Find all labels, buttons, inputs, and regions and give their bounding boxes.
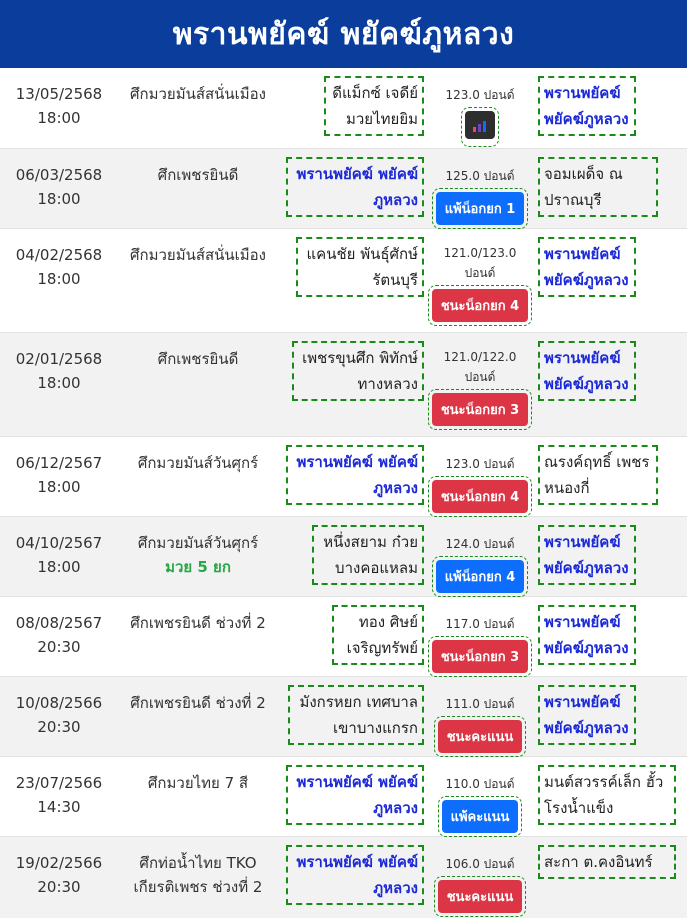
fighter-b[interactable]: จอมเผด็จ ณ ปราณบุรี [538, 157, 658, 217]
page-title: พรานพยัคฆ์ พยัคฆ์ภูหลวง [172, 16, 515, 52]
table-row [0, 333, 687, 437]
fighter-a[interactable]: แคนชัย พันธุ์ศักษ์รัตนบุรี [296, 237, 424, 297]
event-name: ศึกมวยมันส์วันศุกร์ มวย 5 ยก [118, 517, 278, 596]
fighter-b[interactable]: พรานพยัคฆ์ พยัคฆ์ภูหลวง [538, 76, 636, 136]
fighter-b[interactable]: มนต์สวรรค์เล็ก ฮั้วโรงน้ำแข็ง [538, 765, 676, 825]
result-badge: แพ้คะแนน [442, 800, 519, 833]
fighter-a[interactable]: หนึ่งสยาม ก๋วยบางคอแหลม [312, 525, 424, 585]
fight-date: 04/02/2568 18:00 [15, 246, 103, 288]
fight-date: 06/03/2568 18:00 [15, 166, 103, 208]
result-wrapper [432, 556, 529, 597]
weight-class: 124.0 ปอนด์ [445, 537, 515, 551]
table-row [0, 757, 687, 837]
fight-date: 19/02/2566 20:30 [15, 854, 103, 896]
fight-date: 10/08/2566 20:30 [15, 694, 103, 736]
fighter-b[interactable]: พรานพยัคฆ์ พยัคฆ์ภูหลวง [538, 605, 636, 665]
event-name: ศึกเพชรยินดี ช่วงที่ 2 [130, 614, 266, 632]
result-badge: ชนะน็อกยก 3 [432, 640, 528, 673]
result-wrapper [434, 876, 527, 917]
fighter-b[interactable]: พรานพยัคฆ์ พยัคฆ์ภูหลวง [538, 685, 636, 745]
table-row [0, 517, 687, 597]
result-wrapper [461, 107, 499, 147]
weight-class: 123.0 ปอนด์ [445, 88, 515, 102]
result-badge: ชนะน็อกยก 3 [432, 393, 528, 426]
event-name: ศึกมวยมันส์วันศุกร์ [137, 454, 259, 472]
weight-class: 123.0 ปอนด์ [445, 457, 515, 471]
weight-class: 106.0 ปอนด์ [445, 857, 515, 871]
weight-class: 117.0 ปอนด์ [445, 617, 515, 631]
weight-class: 125.0 ปอนด์ [445, 169, 515, 183]
fight-date: 23/07/2566 14:30 [15, 774, 103, 816]
fighter-b[interactable]: ณรงค์ฤทธิ์ เพชรหนองกี่ [538, 445, 658, 505]
result-badge: แพ้น็อกยก 4 [436, 560, 525, 593]
result-wrapper [434, 716, 527, 757]
weight-class: 111.0 ปอนด์ [445, 697, 515, 711]
fighter-a[interactable]: พรานพยัคฆ์ พยัคฆ์ภูหลวง [286, 845, 424, 905]
result-badge: ชนะน็อกยก 4 [432, 480, 528, 513]
table-row [0, 437, 687, 517]
fighter-b[interactable]: พรานพยัคฆ์ พยัคฆ์ภูหลวง [538, 525, 636, 585]
fight-date: 06/12/2567 18:00 [15, 454, 103, 496]
weight-class: 121.0/123.0 ปอนด์ [443, 246, 517, 280]
result-wrapper [428, 389, 532, 430]
result-badge: ชนะน็อกยก 4 [432, 289, 528, 322]
page-header [0, 0, 687, 68]
table-row [0, 149, 687, 229]
result-wrapper [428, 476, 532, 517]
fight-date: 08/08/2567 20:30 [15, 614, 103, 656]
fighter-b[interactable]: สะกา ต.คงอินทร์ [538, 845, 676, 879]
fight-date: 13/05/2568 18:00 [15, 85, 103, 127]
event-name: ศึกมวยมันส์สนั่นเมือง [129, 246, 266, 264]
result-wrapper [428, 285, 532, 326]
weight-class: 110.0 ปอนด์ [445, 777, 515, 791]
table-row [0, 837, 687, 918]
event-name: ศึกเพชรยินดี [157, 350, 239, 368]
fighter-a[interactable]: มังกรหยก เทศบาลเขาบางแกรก [288, 685, 424, 745]
result-wrapper [428, 636, 532, 677]
event-name: ศึกเพชรยินดี ช่วงที่ 2 [130, 694, 266, 712]
result-wrapper [438, 796, 523, 837]
table-row [0, 229, 687, 333]
fight-date: 02/01/2568 18:00 [15, 350, 103, 392]
fighter-a[interactable]: ทอง ศิษย์เจริญทรัพย์ [332, 605, 424, 665]
chart-icon[interactable] [465, 111, 495, 139]
event-name: ศึกท่อน้ำไทย TKO เกียรติเพชร ช่วงที่ 2 [133, 854, 263, 896]
fighter-a[interactable]: เพชรขุนศึก พิทักษ์ทางหลวง [292, 341, 424, 401]
event-name: ศึกมวยไทย 7 สี [147, 774, 249, 792]
event-name: ศึกมวยมันส์สนั่นเมือง [129, 85, 266, 103]
result-badge: ชนะคะแนน [438, 720, 523, 753]
table-row [0, 597, 687, 677]
fighter-a[interactable]: พรานพยัคฆ์ พยัคฆ์ภูหลวง [286, 765, 424, 825]
result-badge: ชนะคะแนน [438, 880, 523, 913]
event-name: ศึกเพชรยินดี [157, 166, 239, 184]
table-row [0, 68, 687, 149]
table-row [0, 677, 687, 757]
fighter-b[interactable]: พรานพยัคฆ์ พยัคฆ์ภูหลวง [538, 341, 636, 401]
event-note: มวย 5 ยก [165, 558, 231, 576]
fighter-a[interactable]: พรานพยัคฆ์ พยัคฆ์ภูหลวง [286, 445, 424, 505]
fight-date: 04/10/2567 18:00 [15, 534, 103, 576]
result-wrapper [432, 188, 529, 229]
weight-class: 121.0/122.0 ปอนด์ [443, 350, 517, 384]
result-badge: แพ้น็อกยก 1 [436, 192, 525, 225]
fighter-a[interactable]: พรานพยัคฆ์ พยัคฆ์ภูหลวง [286, 157, 424, 217]
fighter-b[interactable]: พรานพยัคฆ์ พยัคฆ์ภูหลวง [538, 237, 636, 297]
fighter-a[interactable]: ดีแม็กซ์ เจดีย์มวยไทยยิม [324, 76, 424, 136]
